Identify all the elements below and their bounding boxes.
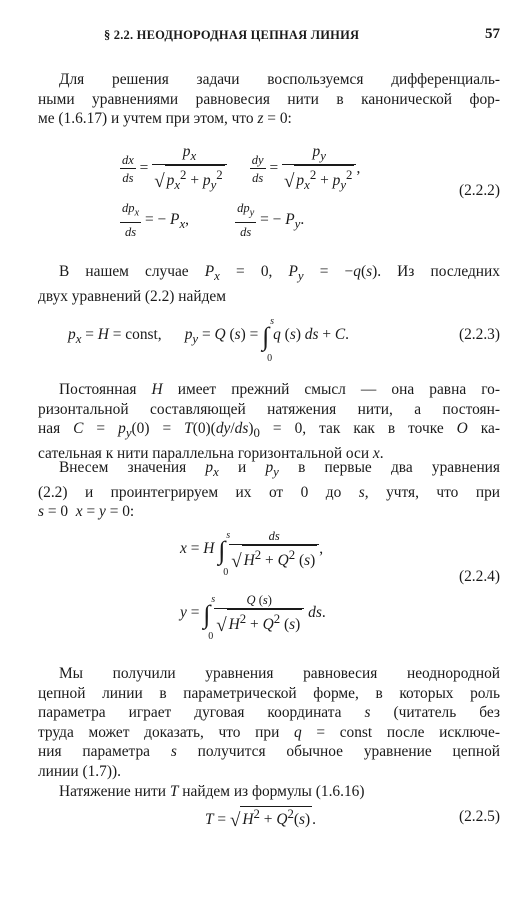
- section-title: § 2.2. НЕОДНОРОДНАЯ ЦЕПНАЯ ЛИНИЯ: [104, 28, 360, 42]
- text-line: ными уравнениями равновесия нити в канонической фор-: [38, 90, 500, 108]
- text-line: труда может доказать, что при q = const после исключе-: [38, 723, 500, 741]
- equation-2-2-5: T = √ $H^2 + Q^2(s)$ .: [205, 807, 317, 832]
- text-line: ная $C = p_y(0) = T(0)(dy/ds)_0 = 0$, так как в точке O ка-: [38, 420, 500, 441]
- text-line: двух уравнений (2.2) найдем: [38, 287, 226, 305]
- equation-number: (2.2.5): [458, 808, 500, 825]
- text-line: Мы получили уравнения равновесия неоднородной: [59, 665, 500, 682]
- equation-number: (2.2.2): [458, 182, 500, 199]
- equation-2-2-2-line1: $\frac{dx}{ds}$ = $\frac{p_x}{√ p_x^2 + p_y^2}$ $\frac{dy}{ds}$ = $\frac{p_y}{√ p_x^2 + p_y^2}$ ,: [122, 143, 361, 193]
- paragraph-case: [38, 262, 500, 306]
- paragraph-result: [38, 664, 500, 781]
- equation-number: (2.2.3): [458, 326, 500, 343]
- text-line: (2.2) и проинтегрируем их от 0 до s, учтя, что при: [38, 483, 500, 501]
- text-line: s = 0 x = y = 0:: [38, 503, 135, 521]
- equation-2-2-4-line1: x = H ∫ s 0 $\frac{ds}{√ H^2 + Q^2 (s)}$ ,: [180, 529, 324, 579]
- paragraph-intro: [38, 70, 500, 129]
- text-line: В нашем случае $P_x = 0$, $P_y = -q(s)$. Из последних: [59, 263, 500, 284]
- text-line: ризонтальной составляющей натяжения нити, а постоян-: [38, 400, 500, 418]
- text-line: Натяжение нити T найдем из формулы (1.6.16): [59, 783, 365, 800]
- equation-2-2-4-line2: y = ∫ s 0 $\frac{Q (s)}{√ H^2 + Q^2 (s)}$ ds.: [180, 593, 326, 643]
- paragraph-tension: [38, 782, 500, 802]
- text-line: Для решения задачи воспользуемся дифференциаль-: [59, 71, 500, 88]
- text-line: параметра играет дуговая координата s (читатель без: [38, 704, 500, 721]
- text-line: ния параметра s получится обычное уравнение цепной: [38, 743, 500, 760]
- text-line: сательная к нити параллельна горизонтальной оси x.: [38, 444, 384, 462]
- text-line: цепной линии в параметрической форме, в которых роль: [38, 684, 500, 702]
- text-line: ме (1.6.17) и учтем при этом, что z = 0:: [38, 110, 292, 127]
- paragraph-integrate: [38, 458, 500, 522]
- page-number: 57: [485, 26, 500, 42]
- text-line: Постоянная H имеет прежний смысл — она равна го-: [59, 381, 500, 398]
- paragraph-constant: [38, 380, 500, 463]
- equation-2-2-3: $p_x = H$ = const, $p_y = Q$ (s) = ∫ s 0 q (s) ds + C.: [68, 316, 349, 364]
- text-line: Внесем значения $p_x$ и $p_y$ в первые два уравнения: [59, 459, 500, 480]
- equation-number: (2.2.4): [458, 568, 500, 585]
- running-header: [0, 26, 532, 46]
- text-line: линии (1.7)).: [38, 762, 121, 780]
- equation-2-2-2-line2: $\frac{dp_x}{ds}$ = − $P_x$, $\frac{dp_y}{ds}$ = − $P_y$.: [122, 201, 305, 239]
